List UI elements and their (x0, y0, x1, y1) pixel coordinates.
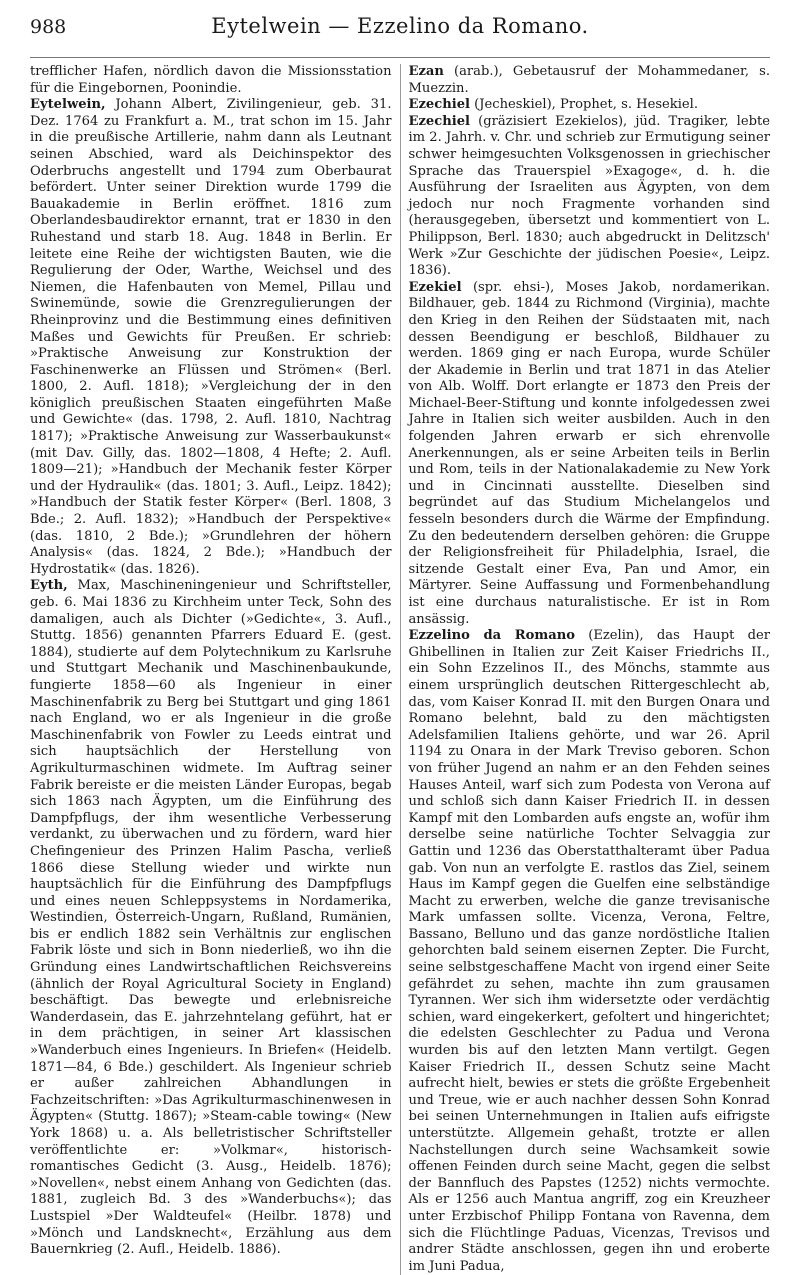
text-columns (30, 64, 770, 1275)
entry-lemma: Eyth, (30, 578, 68, 594)
entry-ezzelino (408, 628, 770, 1275)
entry-text: (arab.), Gebetausruf der Mohammedaner, s. Muezzin. (408, 64, 770, 96)
running-head: Eytelwein — Ezzelino da Romano. (211, 14, 589, 38)
entry-lemma: Ezechiel (408, 113, 471, 129)
entry-lemma: Eytelwein, (30, 97, 106, 113)
entry-lemma: Ezechiel (408, 97, 471, 113)
continuation-text: trefflicher Hafen, nördlich davon die Missionsstation für die Eingebornen, Poonindie. (30, 64, 392, 96)
entry-ezechiel-tragiker (408, 114, 770, 280)
entry-text: Johann Albert, Zivilingenieur, geb. 31. Dez. 1764 zu Frankfurt a. M., trat schon im 15. Jahr in die preußische Artillerie, nahm dann als Leutnant seinen Abschied, ward als Deichinspektor des Oderbruchs angestellt und 1794 zum Oberbaurat befördert. Unter seiner Direktion wurde 1799 die Bauakademie in Berlin eröffnet. 1816 zum Oberlandesbaudirektor ernannt, trat er 1830 in den Ruhestand und starb 18. Aug. 1848 in Berlin. Er leitete eine Reihe der wichtigsten Bauten, wie die Regulierung der Oder, Warthe, Weichsel und des Niemen, die Hafenbauten von Memel, Pillau und Swinemünde, sowie die Grenzregulierungen der Rheinprovinz und die Bestimmung eines definitiven Maßes und Gewichts für Preußen. Er schrieb: »Praktische Anweisung zur Konstruktion der Faschinenwerke an Flüssen und Strömen« (Berl. 1800, 2. Aufl. 1818); »Vergleichung der in den königlich preußischen Staaten eingeführten Maße und Gewichte« (das. 1798, 2. Aufl. 1810, Nachtrag 1817); »Praktische Anweisung zur Wasserbaukunst« (mit Dav. Gilly, das. 1802—1808, 4 Hefte; 2. Aufl. 1809—21); »Handbuch der Mechanik fester Körper und der Hydraulik« (das. 1801; 3. Aufl., Leipz. 1842); »Handbuch der Statik fester Körper« (Berl. 1808, 3 Bde.; 2. Aufl. 1832); »Handbuch der Perspektive« (das. 1810, 2 Bde.); »Grundlehren der höhern Analysis« (das. 1824, 2 Bde.); »Handbuch der Hydrostatik« (das. 1826). (30, 97, 392, 577)
entry-text: (gräzisiert Ezekielos), jüd. Tragiker, lebte im 2. Jahrh. v. Chr. und schrieb zur Ermutigung seiner schwer heimgesuchten Volksgenossen in griechischer Sprache das Trauerspiel »Exagoge«, d. h. die Ausführung der Israeliten aus Ägypten, von dem jedoch nur noch Fragmente vorhanden sind (herausgegeben, übersetzt und kommentiert von L. Philippson, Berl. 1830; auch abgedruckt in Delitzsch' Werk »Zur Geschichte der jüdischen Poesie«, Leipz. 1836). (408, 113, 770, 279)
page-number: 988 (30, 16, 67, 38)
entry-text: (Jecheskiel), Prophet, s. Hesekiel. (470, 97, 699, 113)
entry-lemma: Ezekiel (408, 279, 462, 295)
entry-text: Max, Maschineningenieur und Schriftsteller, geb. 6. Mai 1836 zu Kirchheim unter Teck, Sohn des damaligen, auch als Dichter (»Gedichte«, 3. Aufl., Stuttg. 1856) genannten Pfarrers Eduard E. (gest. 1884), studierte auf dem Polytechnikum zu Karlsruhe und Stuttgart Mechanik und Maschinenbaukunde, fungierte 1858—60 als Ingenieur in einer Maschinenfabrik zu Berg bei Stuttgart und ging 1861 nach England, wo er als Ingenieur in die große Maschinenfabrik von Fowler zu Leeds eintrat und sich hauptsächlich der Herstellung von Agrikulturmaschinen widmete. Im Auftrag seiner Fabrik bereiste er die meisten Länder Europas, begab sich 1863 nach Ägypten, um die Einführung des Dampfpflugs, der ihm wesentliche Verbesserung verdankt, zu überwachen und zu fördern, ward hier Chefingenieur des Prinzen Halim Pascha, verließ 1866 diese Stellung wieder und wirkte nun hauptsächlich für die Einführung des Dampfpflugs und eines neuen Schleppsystems in Nordamerika, Westindien, Österreich-Ungarn, Rußland, Rumänien, bis er endlich 1882 sein Verhältnis zur englischen Fabrik löste und sich in Bonn niederließ, wo ihn die Gründung eines Landwirtschaftlichen Reichsvereins (ähnlich der Royal Agricultural Society in England) beschäftigt. Das bewegte und erlebnisreiche Wanderdasein, das E. jahrzehntelang geführt, hat er in dem prächtigen, in seiner Art klassischen »Wanderbuch eines Ingenieurs. In Briefen« (Heidelb. 1871—84, 6 Bde.) geschildert. Als Ingenieur schrieb er außer zahlreichen Abhandlungen in Fachzeitschriften: »Das Agrikulturmaschinenwesen in Ägypten« (Stuttg. 1867); »Steam-cable towing« (New York 1868) u. a. Als belletristischer Schriftsteller veröffentlichte er: »Volkmar«, historisch-romantisches Gedicht (3. Ausg., Heidelb. 1876); »Novellen«, nebst einem Anhang von Gedichten (das. 1881, zugleich Bd. 3 des »Wanderbuchs«); das Lustspiel »Der Waldteufel« (Heilbr. 1878) und »Mönch und Landsknecht«, Erzählung aus dem Bauernkrieg (2. Aufl., Heidelb. 1886). (30, 578, 392, 1258)
entry-eytelwein (30, 97, 392, 578)
entry-ezan (408, 64, 770, 97)
entry-lemma: Ezan (408, 64, 444, 79)
entry-ezekiel (408, 280, 770, 628)
entry-text: (spr. ehsi-), Moses Jakob, nordamerikan. Bildhauer, geb. 1844 zu Richmond (Virginia), machte den Krieg in den Reihen der Südstaaten mit, nach dessen Beendigung er beschloß, Bildhauer zu werden. 1869 ging er nach Europa, wurde Schüler der Akademie in Berlin und trat 1871 in das Atelier von Alb. Wolff. Dort erlangte er 1873 den Preis der Michael-Beer-Stiftung und konnte infolgedessen zwei Jahre in Italien sich weiter ausbilden. Auch in den folgenden Jahren erwarb er sich ehrenvolle Anerkennungen, als er seine Arbeiten teils in Berlin und Rom, teils in der Nationalakademie zu New York und in Cincinnati ausstellte. Dieselben sind begründet auf das Studium Michelangelos und fesseln besonders durch die Wärme der Empfindung. Zu den bedeutendern derselben gehören: die Gruppe der Religionsfreiheit für Philadelphia, Israel, die sitzende Gestalt einer Eva, Pan und Amor, ein Märtyrer. Seine Auffassung und Formenbehandlung ist eine durchaus naturalistische. Er ist in Rom ansässig. (408, 279, 770, 627)
left-column (30, 64, 400, 1275)
entry-ezechiel-prophet (408, 97, 770, 114)
entry-lemma: Ezzelino da Romano (408, 628, 575, 644)
page-header (30, 14, 770, 58)
entry-text: (Ezelin), das Haupt der Ghibellinen in Italien zur Zeit Kaiser Friedrichs II., ein Sohn Ezzelinos II., des Mönchs, stammte aus einem ursprünglich deutschen Rittergeschlecht ab, das, vom Kaiser Konrad II. mit den Burgen Onara und Romano belehnt, bald zu den mächtigsten Adelsfamilien Italiens gehörte, und war 26. April 1194 zu Onara in der Mark Treviso geboren. Schon von früher Jugend an nahm er an den Fehden seines Hauses Anteil, warf sich zum Podesta von Verona auf und schloß sich dann Kaiser Friedrich II. in dessen Kampf mit den Lombarden aufs engste an, wofür ihm derselbe seine natürliche Tochter Selvaggia zur Gattin und 1236 das Oberstatthalteramt über Padua gab. Von nun an verfolgte E. rastlos das Ziel, seinem Haus im Kampf gegen die Guelfen eine selbständige Macht zu erwerben, welche die ganze trevisanische Mark umfassen sollte. Vicenza, Verona, Feltre, Bassano, Belluno und das ganze nordöstliche Italien gehorchten bald seinem eisernen Zepter. Die Furcht, seine selbstgeschaffene Macht von irgend einer Seite gefährdet zu sehen, machte ihn zum grausamen Tyrannen. Wer sich ihm widersetzte oder verdächtig schien, ward eingekerkert, gefoltert und hingerichtet; die edelsten Geschlechter zu Padua und Verona wurden bis auf den letzten Mann vertilgt. Gegen Kaiser Friedrich II., dessen Schutz seine Macht aufrecht hielt, bewies er stets die größte Ergebenheit und Treue, wie er auch nachher dessen Sohn Konrad bei seinen Unternehmungen in Italien aufs eifrigste unterstützte. Allgemein gehaßt, trotzte er allen Nachstellungen durch seine Wachsamkeit sowie offenen Feinden durch seine Macht, gegen die selbst der Bannfluch des Papstes (1252) nichts vermochte. Als er 1256 auch Mantua angriff, zog ein Kreuzheer unter Erzbischof Philipp Fontana von Ravenna, dem sich die Flüchtlinge Paduas, Vicenzas, Trevisos und andrer Städte anschlossen, gegen ihn und eroberte im Juni Padua, (408, 628, 770, 1274)
entry-eyth (30, 578, 392, 1258)
right-column (400, 64, 770, 1275)
